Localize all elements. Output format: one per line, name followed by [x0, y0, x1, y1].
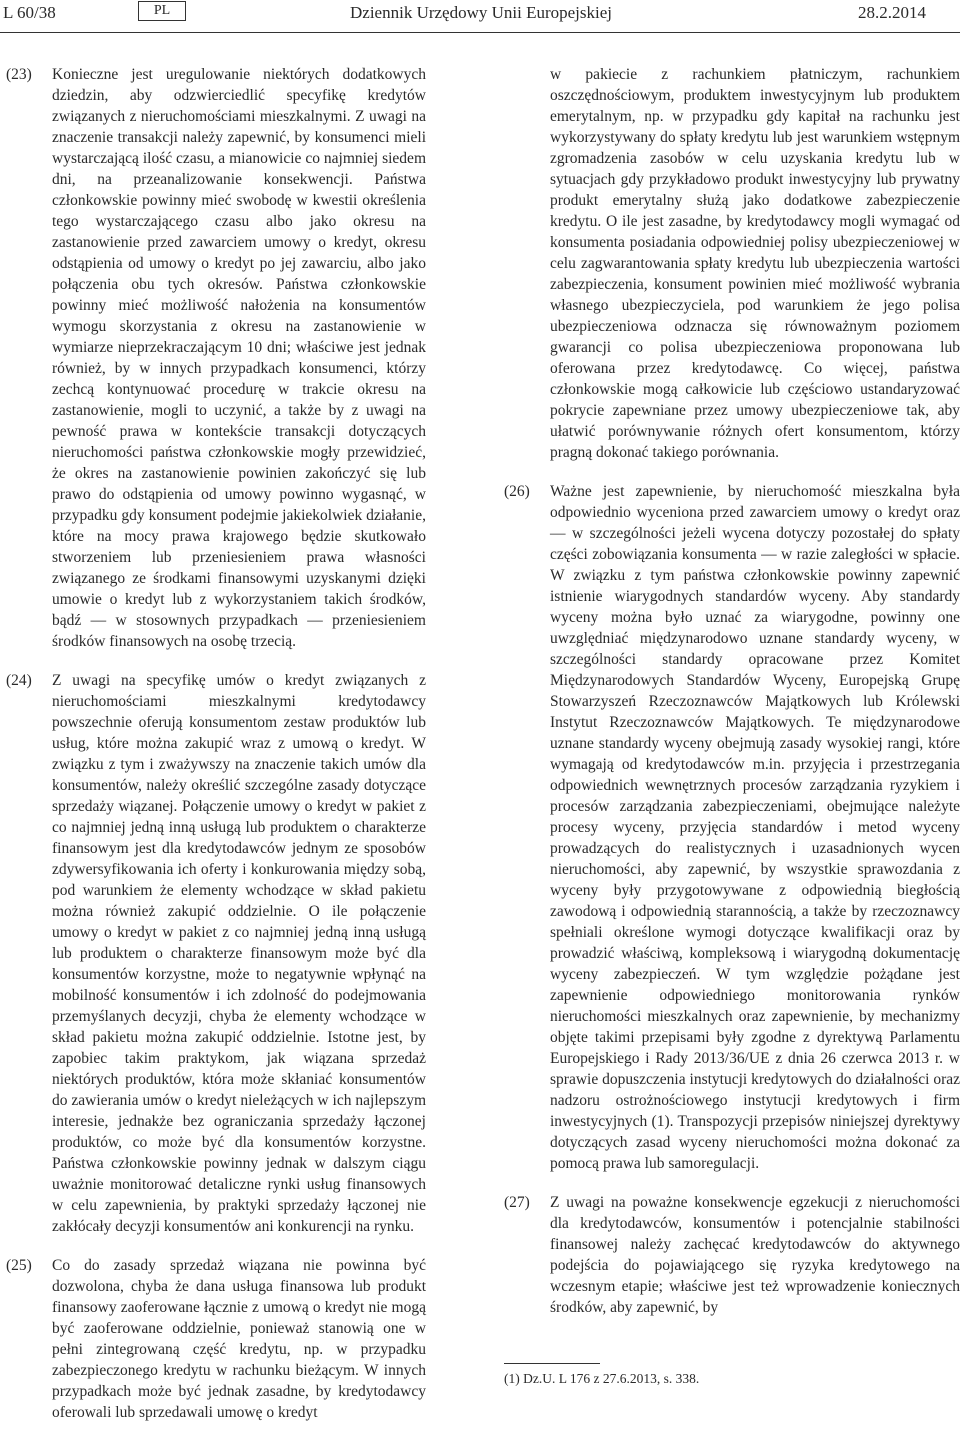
recital-number: (23): [6, 66, 32, 83]
recital-text: Z uwagi na poważne konsekwencje egzekucji z nieruchomości dla kredytodawców, konsumentów i potencjalnie stabilności finansowej należy zachęcać kredytodawców do aktywnego podejścia do pojawiającego się ryzyka kredytowego na wczesnym etapie; właściwe jest też wprowadzenie koniecznych środków, aby zapewnić, by: [550, 1194, 960, 1316]
recital-text: Z uwagi na specyfikę umów o kredyt związanych z nieruchomościami mieszkalnymi kredytodawcy powszechnie oferują konsumentom zestaw produktów lub usług, które można zakupić wraz z umową o kredyt. W związku z tym i zważywszy na znaczenie takich umów dla konsumentów, należy określić szczególne zasady dotyczące sprzedaży wiązanej. Połączenie umowy o kredyt w pakiet z co najmniej jedną inną usługą lub produktem o charakterze finansowym jest dla kredytodawców jednym ze sposobów zdywersyfikowania ich oferty i konkurowania między sobą, pod warunkiem że elementy wchodzące w skład pakietu można również zakupić oddzielnie. O ile połączenie umowy o kredyt w pakiet z co najmniej jedną inną usługą lub produktem o charakterze finansowym może być dla konsumentów korzystne, może to negatywnie wpłynąć na mobilność konsumentów i ich zdolność do podejmowania przemyślanych decyzji, chyba że elementy wchodzące w skład pakietu można zakupić oddzielnie. Istotne jest, by zapobiec takim praktykom, jak wiązana sprzedaż niektórych produktów, która może skłaniać konsumentów do zawierania umów o kredyt nieleżących w ich najlepszym interesie, jednakże bez ograniczania sprzedaży łączonej produktów, co może być dla konsumentów korzystne. Państwa członkowskie powinny jednak w dalszym ciągu uważnie monitorować detaliczne rynki usług finansowych w celu zapewnienia, by praktyki sprzedaży łączonej nie zakłócały decyzji konsumentów ani konkurencji na rynku.: [52, 672, 426, 1235]
recital-23: [6, 64, 426, 652]
issue-date: 28.2.2014: [858, 3, 926, 22]
language-code: PL: [138, 1, 186, 21]
right-column: [504, 64, 960, 1336]
page-number: L 60/38: [3, 3, 56, 22]
recital-26: [504, 481, 960, 1174]
recital-number: (26): [504, 483, 530, 500]
recital-text: Konieczne jest uregulowanie niektórych dodatkowych dziedzin, aby odzwierciedlić specyfikę kredytów związanych z nieruchomościami mieszkalnymi. Z uwagi na znaczenie transakcji należy zapewnić, by konsumenci mieli wystarczającą ilość czasu, a mianowicie co najmniej siedem dni, na przeanalizowanie konsekwencji. Państwa członkowskie powinny mieć swobodę w kwestii określenia tego wystarczającego czasu albo jako okresu na zastanowienie przed zawarciem umowy o kredyt, okresu odstąpienia od umowy o kredyt po jej zawarciu, albo jako połączenia obu tych okresów. Państwa członkowskie powinny mieć możliwość nałożenia na konsumentów wymogu skorzystania z okresu na zastanowienie w wymiarze nieprzekraczającym 10 dni; właściwe jest jednak również, by w innych przypadkach konsumenci, którzy zechcą kontynuować procedurę w trakcie okresu na zastanowienie, mogli to uczynić, a także by z uwagi na pewność prawa w kontekście transakcji dotyczących nieruchomości państwa członkowskie mogły przewidzieć, że okres na zastanowienie powinien zakończyć się lub prawo do odstąpienia od umowy powinno wygasnąć, w przypadku gdy konsument podejmie jakiekolwiek działanie, które na mocy prawa krajowego będzie skutkowało stworzeniem lub przeniesieniem prawa własności związanego ze środkami finansowymi uzyskanymi dzięki umowie o kredyt lub z wykorzystaniem takich środków, bądź — w stosownych przypadkach — przeniesieniem środków finansowych na osobę trzecią.: [52, 66, 426, 650]
left-column: [6, 64, 426, 1441]
footnote: (1) Dz.U. L 176 z 27.6.2013, s. 338.: [504, 1371, 700, 1386]
recital-25-continuation: w pakiecie z rachunkiem płatniczym, rachunkiem oszczędnościowym, produktem inwestycyjnym lub produktem emerytalnym, np. w przypadku gdy kapitał na rachunku jest wykorzystywany do spłaty kredytu lub jest warunkiem wstępnym zgromadzenia zasobów w celu uzyskania kredytu lub w sytuacjach gdy przykładowo produkt inwestycyjny lub prywatny produkt emerytalny służą jako dodatkowe zabezpieczenie kredytu. O ile jest zasadne, by kredytodawcy mogli wymagać od konsumenta posiadania odpowiedniej polisy ubezpieczeniowej w celu zagwarantowania spłaty kredytu lub ubezpieczenia wartości zabezpieczenia, konsument powinien mieć możliwość wybrania własnego ubezpieczyciela, pod warunkiem że jego polisa ubezpieczeniowa odznacza się równoważnym poziomem gwarancji co polisa ubezpieczeniowa proponowana lub oferowana przez kredytodawcę. Co więcej, państwa członkowskie mogą całkowicie lub częściowo ustandaryzować pokrycie zapewniane przez umowy ubezpieczeniowe tak, aby ułatwić porównywanie różnych ofert konsumentom, którzy pragną dokonać takiego porównania.: [550, 66, 960, 461]
journal-title: Dziennik Urzędowy Unii Europejskiej: [350, 3, 613, 22]
recital-number: (24): [6, 672, 32, 689]
recital-27: [504, 1192, 960, 1318]
page-header: [0, 0, 960, 34]
recital-text: Co do zasady sprzedaż wiązana nie powinna być dozwolona, chyba że dana usługa finansowa lub produkt finansowy zaoferowane łącznie z umową o kredyt nie mogą być zaoferowane oddzielnie, ponieważ stanowią one w pełni zintegrowaną część kredytu, np. w przypadku zabezpieczonego kredytu w rachunku bieżącym. W innych przypadkach może być jednak zasadne, by kredytodawcy oferowali lub sprzedawali umowę o kredyt: [52, 1257, 426, 1421]
recital-number: (27): [504, 1194, 530, 1211]
recital-text: Ważne jest zapewnienie, by nieruchomość mieszkalna była odpowiednio wyceniona przed zawarciem umowy o kredyt oraz — w szczególności jeżeli wycena dotyczy pozostałej do spłaty części zobowiązania konsumenta — w razie zaległości w spłacie. W związku z tym państwa członkowskie powinny zapewnić istnienie wiarygodnych standardów wyceny. Aby standardy wyceny można było uznać za wiarygodne, powinny one uwzględniać międzynarodowo uznane standardy wyceny, w szczególności standardy opracowane przez Komitet Międzynarodowych Standardów Wyceny, Europejską Grupę Stowarzyszeń Rzeczoznawców Majątkowych lub Królewski Instytut Rzeczoznawców Majątkowych. Te międzynarodowe uznane standardy wyceny obejmują zasady wysokiej rangi, które wymagają od kredytodawców m.in. przyjęcia i przestrzegania odpowiednich wewnętrznych procesów zarządzania ryzykiem i procesów zarządzania zabezpieczeniami, obejmujące należyte procesy wyceny, przyjęcia standardów i metod wyceny prowadzących do realistycznych i uzasadnionych wycen nieruchomości, aby zapewnić, by wszystkie sprawozdania z wyceny były przygotowywane z odpowiednią biegłością zawodową i odpowiednią starannością, a także by rzeczoznawcy spełniali określone wymogi dotyczące kwalifikacji oraz by prowadzić właściwą, kompleksową i wiarygodną dokumentację wyceny zabezpieczeń. W tym względzie pożądane jest zapewnienie odpowiedniego monitorowania rynków nieruchomości mieszkalnych oraz zapewnienie, by mechanizmy objęte takimi przepisami były zgodne z dyrektywą Parlamentu Europejskiego i Rady 2013/36/UE z dnia 26 czerwca 2013 r. w sprawie dopuszczenia instytucji kredytowych do działalności oraz nadzoru ostrożnościowego instytucji kredytowych i firm inwestycyjnych (1). Transpozycji przepisów niniejszej dyrektywy dotyczących zasad wyceny nieruchomości można dokonać za pomocą prawa lub samoregulacji.: [550, 483, 960, 1172]
header-rule: [0, 32, 960, 33]
recital-number: (25): [6, 1257, 32, 1274]
footnote-rule: [504, 1363, 600, 1364]
recital-24: [6, 670, 426, 1237]
recital-25: [6, 1255, 426, 1423]
